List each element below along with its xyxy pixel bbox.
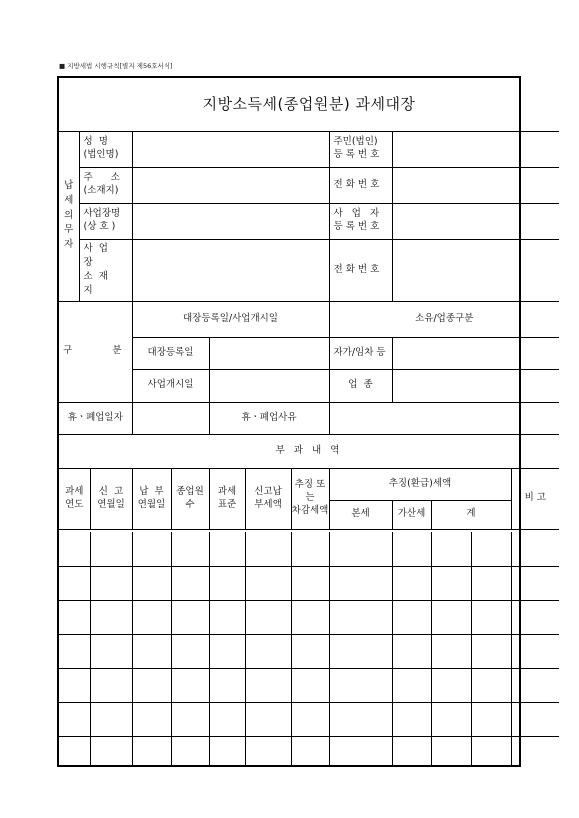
levy-cell[interactable] xyxy=(511,668,559,702)
levy-cell[interactable] xyxy=(392,668,431,702)
levy-cell[interactable] xyxy=(291,600,329,634)
business-registration-field[interactable] xyxy=(392,203,559,239)
col-tax-base: 과세 표준 xyxy=(209,468,245,529)
col-total: 계 xyxy=(431,500,511,529)
levy-section-title: 부 과 내 역 xyxy=(59,434,559,468)
levy-cell[interactable] xyxy=(245,668,291,702)
col-adjusted-tax: 추징 또는 차감세액 xyxy=(291,468,329,529)
levy-cell[interactable] xyxy=(329,566,392,600)
levy-cell[interactable] xyxy=(291,532,329,566)
levy-cell[interactable] xyxy=(59,702,90,736)
levy-cell[interactable] xyxy=(511,566,559,600)
levy-cell[interactable] xyxy=(171,634,209,668)
levy-cell[interactable] xyxy=(209,702,245,736)
levy-cell[interactable] xyxy=(431,600,471,634)
col-tax-year: 과세 연도 xyxy=(59,468,90,529)
levy-cell[interactable] xyxy=(209,600,245,634)
levy-cell[interactable] xyxy=(471,566,511,600)
levy-cell[interactable] xyxy=(209,532,245,566)
phone-field-2[interactable] xyxy=(392,239,559,301)
levy-cell[interactable] xyxy=(471,600,511,634)
levy-cell[interactable] xyxy=(392,600,431,634)
register-date-label: 대장등록일 xyxy=(132,337,209,369)
levy-cell[interactable] xyxy=(59,736,90,767)
levy-cell[interactable] xyxy=(431,634,471,668)
levy-cell[interactable] xyxy=(90,736,132,767)
levy-cell[interactable] xyxy=(59,634,90,668)
levy-row xyxy=(59,668,559,702)
levy-cell[interactable] xyxy=(245,566,291,600)
levy-cell[interactable] xyxy=(431,736,471,767)
closure-reason-label: 휴ㆍ폐업사유 xyxy=(209,402,329,434)
levy-cell[interactable] xyxy=(90,702,132,736)
levy-row xyxy=(59,634,559,668)
phone-label-2: 전 화 번 호 xyxy=(329,239,392,301)
closure-reason-field[interactable] xyxy=(329,402,559,434)
levy-row xyxy=(59,566,559,600)
levy-cell[interactable] xyxy=(90,566,132,600)
levy-cell[interactable] xyxy=(471,736,511,767)
ownership-header: 소유/업종구분 xyxy=(329,301,559,337)
resident-number-field[interactable] xyxy=(392,131,559,167)
business-start-field[interactable] xyxy=(209,369,329,402)
levy-cell[interactable] xyxy=(511,532,559,566)
levy-cell[interactable] xyxy=(171,600,209,634)
levy-cell[interactable] xyxy=(392,736,431,767)
business-name-label: 사업장명 (상 호 ) xyxy=(79,203,132,239)
levy-cell[interactable] xyxy=(471,634,511,668)
levy-cell[interactable] xyxy=(471,702,511,736)
levy-cell[interactable] xyxy=(132,600,171,634)
levy-cell[interactable] xyxy=(132,668,171,702)
levy-cell[interactable] xyxy=(329,634,392,668)
levy-cell[interactable] xyxy=(209,736,245,767)
business-location-field[interactable] xyxy=(132,239,329,301)
business-registration-label: 사 업 자 등 록 번 호 xyxy=(329,203,392,239)
col-surcharge: 가산세 xyxy=(392,500,431,529)
register-date-field[interactable] xyxy=(209,337,329,369)
levy-cell[interactable] xyxy=(511,600,559,634)
tax-register-form xyxy=(57,76,546,766)
levy-cell[interactable] xyxy=(90,668,132,702)
owned-rented-field[interactable] xyxy=(392,337,559,369)
levy-cell[interactable] xyxy=(132,532,171,566)
levy-cell[interactable] xyxy=(329,532,392,566)
levy-cell[interactable] xyxy=(209,566,245,600)
levy-cell[interactable] xyxy=(291,634,329,668)
levy-cell[interactable] xyxy=(291,736,329,767)
levy-row xyxy=(59,532,559,566)
levy-cell[interactable] xyxy=(329,668,392,702)
levy-row xyxy=(59,600,559,634)
closure-date-field[interactable] xyxy=(132,402,209,434)
levy-cell[interactable] xyxy=(171,736,209,767)
dates-header: 대장등록일/사업개시일 xyxy=(132,301,329,337)
levy-rows-table xyxy=(59,532,559,767)
levy-cell[interactable] xyxy=(132,634,171,668)
col-employees: 종업원 수 xyxy=(171,468,209,529)
levy-cell[interactable] xyxy=(90,600,132,634)
levy-cell[interactable] xyxy=(171,702,209,736)
levy-cell[interactable] xyxy=(392,634,431,668)
levy-cell[interactable] xyxy=(431,702,471,736)
levy-cell[interactable] xyxy=(392,702,431,736)
levy-cell[interactable] xyxy=(245,736,291,767)
levy-cell[interactable] xyxy=(291,702,329,736)
phone-field[interactable] xyxy=(392,167,559,203)
col-principal-tax: 본세 xyxy=(329,500,392,529)
levy-cell[interactable] xyxy=(171,532,209,566)
levy-cell[interactable] xyxy=(209,634,245,668)
owned-rented-label: 자가/임차 등 xyxy=(329,337,392,369)
levy-cell[interactable] xyxy=(392,566,431,600)
form-reference-note: ■ 지방세법 시행규칙[별지 제56호서식] xyxy=(59,62,173,70)
levy-cell[interactable] xyxy=(329,702,392,736)
levy-cell[interactable] xyxy=(431,566,471,600)
col-report-date: 신 고 연월일 xyxy=(90,468,132,529)
levy-cell[interactable] xyxy=(171,566,209,600)
levy-row xyxy=(59,736,559,767)
name-label: 성 명 (법인명) xyxy=(79,131,132,167)
levy-cell[interactable] xyxy=(132,702,171,736)
industry-label: 업 종 xyxy=(329,369,392,402)
col-remarks: 비 고 xyxy=(511,468,559,529)
levy-cell[interactable] xyxy=(245,532,291,566)
levy-cell[interactable] xyxy=(329,736,392,767)
levy-cell[interactable] xyxy=(132,566,171,600)
taxpayer-section-label: 납 세 의 무 자 xyxy=(59,131,79,301)
col-payment-date: 납 부 연월일 xyxy=(132,468,171,529)
levy-cell[interactable] xyxy=(471,668,511,702)
classification-label: 구 분 xyxy=(59,301,132,402)
col-reported-tax: 신고납 부세액 xyxy=(245,468,291,529)
col-refund-group: 추징(환급)세액 xyxy=(329,468,511,500)
levy-cell[interactable] xyxy=(511,702,559,736)
address-label: 주 소 (소재지) xyxy=(79,167,132,203)
levy-cell[interactable] xyxy=(171,668,209,702)
levy-cell[interactable] xyxy=(209,668,245,702)
levy-cell[interactable] xyxy=(245,600,291,634)
levy-cell[interactable] xyxy=(291,566,329,600)
levy-cell[interactable] xyxy=(59,668,90,702)
levy-cell[interactable] xyxy=(59,532,90,566)
business-name-field[interactable] xyxy=(132,203,329,239)
levy-cell[interactable] xyxy=(431,668,471,702)
levy-cell[interactable] xyxy=(511,634,559,668)
levy-cell[interactable] xyxy=(132,736,171,767)
levy-cell[interactable] xyxy=(90,634,132,668)
levy-cell[interactable] xyxy=(245,634,291,668)
business-location-label: 사 업 장 소 재 지 xyxy=(79,239,132,301)
register-table xyxy=(59,78,559,530)
form-bottom-border xyxy=(57,765,521,767)
levy-cell[interactable] xyxy=(431,532,471,566)
levy-cell[interactable] xyxy=(59,600,90,634)
industry-field[interactable] xyxy=(392,369,559,402)
levy-cell[interactable] xyxy=(329,600,392,634)
form-title: 지방소득세(종업원분) 과세대장 xyxy=(59,78,559,131)
phone-label: 전 화 번 호 xyxy=(329,167,392,203)
name-field[interactable] xyxy=(132,131,329,167)
levy-cell[interactable] xyxy=(511,736,559,767)
levy-cell[interactable] xyxy=(291,668,329,702)
resident-number-label: 주민(법인) 등 록 번 호 xyxy=(329,131,392,167)
closure-date-label: 휴ㆍ폐업일자 xyxy=(59,402,132,434)
levy-row xyxy=(59,702,559,736)
address-field[interactable] xyxy=(132,167,329,203)
levy-cell[interactable] xyxy=(90,532,132,566)
levy-cell[interactable] xyxy=(59,566,90,600)
levy-cell[interactable] xyxy=(392,532,431,566)
levy-cell[interactable] xyxy=(471,532,511,566)
levy-cell[interactable] xyxy=(245,702,291,736)
business-start-label: 사업개시일 xyxy=(132,369,209,402)
